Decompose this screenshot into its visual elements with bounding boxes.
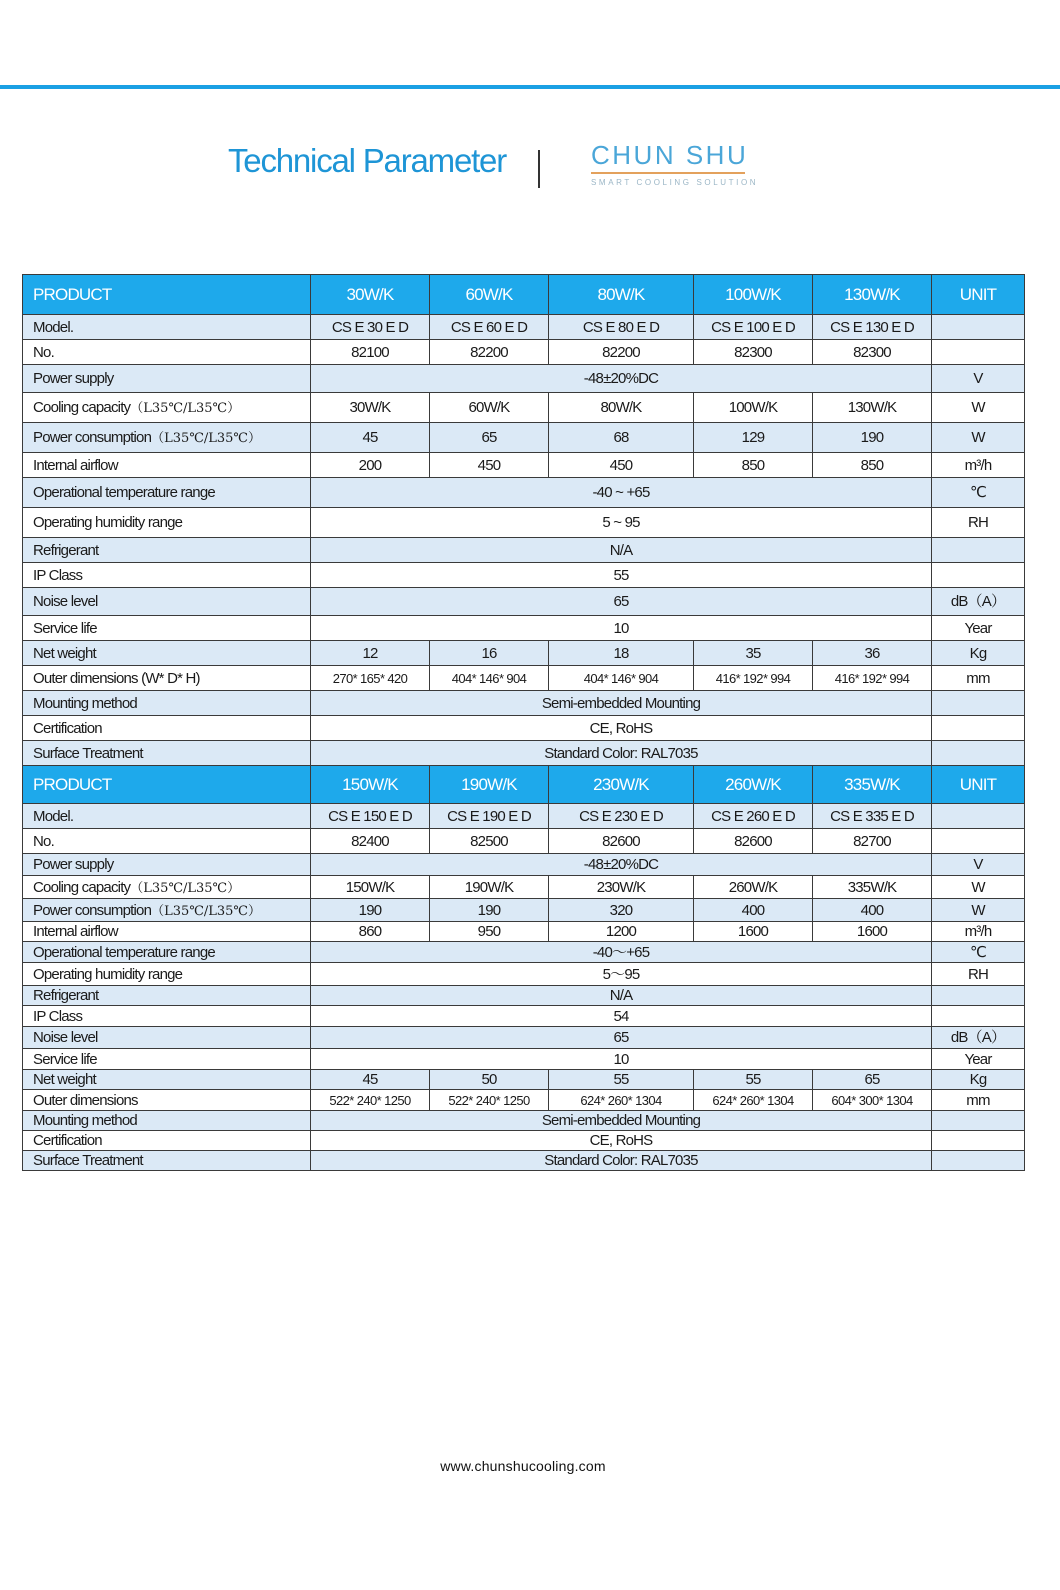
value-cell-merged: 5 ~ 95 — [311, 508, 932, 538]
unit-cell: V — [932, 854, 1025, 876]
row-label-text: Power consumption — [33, 901, 152, 919]
value-cell: 82600 — [694, 829, 813, 854]
ip-class-row — [23, 1006, 1025, 1027]
row-label-text: Outer dimensions (W* D* H) — [33, 669, 200, 687]
value-cell-merged: 10 — [311, 1049, 932, 1070]
value-cell: 604* 300* 1304 — [813, 1090, 932, 1111]
outer-dimensions-row — [23, 666, 1025, 691]
certification-row — [23, 1131, 1025, 1151]
value-cell: 82600 — [549, 829, 694, 854]
row-label — [23, 1151, 311, 1171]
unit-cell: Kg — [932, 641, 1025, 666]
unit-cell — [932, 538, 1025, 563]
capacity-header-cell: 190W/K — [430, 766, 549, 804]
unit-cell: dB（A） — [932, 1027, 1025, 1049]
net-weight-row — [23, 1070, 1025, 1090]
unit-cell: W — [932, 899, 1025, 922]
number-row — [23, 340, 1025, 365]
value-cell: 55 — [549, 1070, 694, 1090]
value-cell: 190 — [430, 899, 549, 922]
row-label — [23, 741, 311, 766]
row-label — [23, 716, 311, 741]
product-header-cell: PRODUCT — [23, 275, 311, 315]
value-cell: 320 — [549, 899, 694, 922]
row-label — [23, 340, 311, 365]
unit-cell: RH — [932, 963, 1025, 986]
row-label-condition: （L35℃/L35℃） — [151, 431, 261, 446]
value-cell-merged: CE, RoHS — [311, 716, 932, 741]
surface-treatment-row — [23, 1151, 1025, 1171]
value-cell: 190W/K — [430, 876, 549, 899]
row-label-text: Refrigerant — [33, 541, 99, 559]
value-cell: 55 — [694, 1070, 813, 1090]
operational-temperature-row — [23, 478, 1025, 508]
value-cell: 1200 — [549, 922, 694, 942]
certification-row — [23, 716, 1025, 741]
value-cell: CS E 260 E D — [694, 804, 813, 829]
capacity-header-cell: 260W/K — [694, 766, 813, 804]
value-cell-merged: -40 ~ +65 — [311, 478, 932, 508]
row-label-condition: （L35℃/L35℃） — [130, 401, 241, 416]
brand-tagline: SMART COOLING SOLUTION — [591, 178, 759, 187]
capacity-header-cell: 150W/K — [311, 766, 430, 804]
unit-cell — [932, 829, 1025, 854]
value-cell-merged: 5～95 — [311, 963, 932, 986]
unit-cell: Kg — [932, 1070, 1025, 1090]
value-cell: 850 — [813, 453, 932, 478]
value-cell: 450 — [430, 453, 549, 478]
footer-url: www.chunshucooling.com — [440, 1458, 606, 1474]
value-cell: CS E 100 E D — [694, 315, 813, 340]
power-supply-row — [23, 365, 1025, 393]
value-cell: 82100 — [311, 340, 430, 365]
row-label — [23, 922, 311, 942]
value-cell: 35 — [694, 641, 813, 666]
model-row — [23, 315, 1025, 340]
row-label-text: Operating humidity range — [33, 965, 183, 983]
value-cell-merged: CE, RoHS — [311, 1131, 932, 1151]
row-label-text: Model. — [33, 807, 74, 825]
row-label-text: Internal airflow — [33, 923, 118, 940]
product-header-row — [23, 766, 1025, 804]
row-label-text: IP Class — [33, 566, 83, 584]
value-cell: 624* 260* 1304 — [694, 1090, 813, 1111]
value-cell-merged: -48±20%DC — [311, 365, 932, 393]
value-cell: CS E 60 E D — [430, 315, 549, 340]
row-label-text: Model. — [33, 318, 74, 336]
unit-cell: mm — [932, 1090, 1025, 1111]
row-label-text: Net weight — [33, 644, 96, 662]
value-cell: 65 — [430, 423, 549, 453]
value-cell-merged: Standard Color: RAL7035 — [311, 741, 932, 766]
cooling-capacity-row — [23, 393, 1025, 423]
row-label-text: Power supply — [33, 370, 114, 387]
row-label — [23, 365, 311, 393]
capacity-header-cell: 335W/K — [813, 766, 932, 804]
row-label — [23, 942, 311, 963]
row-label-text: Internal airflow — [33, 456, 118, 474]
value-cell-merged: Semi-embedded Mounting — [311, 691, 932, 716]
value-cell-merged: Semi-embedded Mounting — [311, 1111, 932, 1131]
value-cell: 100W/K — [694, 393, 813, 423]
value-cell: 65 — [813, 1070, 932, 1090]
net-weight-row — [23, 641, 1025, 666]
unit-cell — [932, 563, 1025, 588]
value-cell-merged: 10 — [311, 616, 932, 641]
value-cell: 850 — [694, 453, 813, 478]
row-label-text: Power supply — [33, 856, 114, 873]
capacity-header-cell: 230W/K — [549, 766, 694, 804]
value-cell-merged: 55 — [311, 563, 932, 588]
value-cell: 82400 — [311, 829, 430, 854]
value-cell: 82700 — [813, 829, 932, 854]
value-cell: 16 — [430, 641, 549, 666]
row-label-text: Surface Treatment — [33, 1152, 143, 1169]
row-label-text: Outer dimensions — [33, 1091, 138, 1109]
row-label — [23, 453, 311, 478]
power-supply-row — [23, 854, 1025, 876]
outer-dimensions-row — [23, 1090, 1025, 1111]
capacity-header-cell: 30W/K — [311, 275, 430, 315]
row-label — [23, 315, 311, 340]
mounting-method-row — [23, 691, 1025, 716]
product-header-cell: PRODUCT — [23, 766, 311, 804]
row-label — [23, 1090, 311, 1111]
unit-cell: m³/h — [932, 453, 1025, 478]
ip-class-row — [23, 563, 1025, 588]
unit-cell: mm — [932, 666, 1025, 691]
row-label-text: Mounting method — [33, 1112, 137, 1129]
row-label-text: No. — [33, 832, 54, 850]
value-cell: 860 — [311, 922, 430, 942]
noise-level-row — [23, 588, 1025, 616]
unit-cell — [932, 804, 1025, 829]
unit-cell — [932, 340, 1025, 365]
unit-cell — [932, 741, 1025, 766]
unit-cell — [932, 691, 1025, 716]
value-cell: 82300 — [694, 340, 813, 365]
value-cell: 30W/K — [311, 393, 430, 423]
value-cell: 150W/K — [311, 876, 430, 899]
value-cell: 45 — [311, 423, 430, 453]
service-life-row — [23, 1049, 1025, 1070]
capacity-header-cell: 80W/K — [549, 275, 694, 315]
noise-level-row — [23, 1027, 1025, 1049]
row-label — [23, 423, 311, 453]
value-cell: 190 — [813, 423, 932, 453]
row-label — [23, 563, 311, 588]
row-label — [23, 1027, 311, 1049]
operating-humidity-row — [23, 508, 1025, 538]
row-label — [23, 854, 311, 876]
capacity-header-cell: 60W/K — [430, 275, 549, 315]
row-label — [23, 1049, 311, 1070]
number-row — [23, 829, 1025, 854]
page-title: Technical Parameter — [228, 142, 507, 179]
value-cell: CS E 335 E D — [813, 804, 932, 829]
operational-temperature-row — [23, 942, 1025, 963]
row-label-text: IP Class — [33, 1007, 83, 1025]
row-label — [23, 508, 311, 538]
value-cell: 404* 146* 904 — [430, 666, 549, 691]
service-life-row — [23, 616, 1025, 641]
value-cell-merged: -48±20%DC — [311, 854, 932, 876]
row-label — [23, 478, 311, 508]
row-label — [23, 691, 311, 716]
spec-table — [22, 274, 1025, 1171]
power-consumption-row — [23, 899, 1025, 922]
value-cell: 260W/K — [694, 876, 813, 899]
value-cell-merged: N/A — [311, 538, 932, 563]
row-label — [23, 804, 311, 829]
value-cell: CS E 30 E D — [311, 315, 430, 340]
unit-cell — [932, 315, 1025, 340]
row-label — [23, 538, 311, 563]
capacity-header-cell: 130W/K — [813, 275, 932, 315]
row-label — [23, 616, 311, 641]
row-label-text: Certification — [33, 1132, 102, 1149]
row-label-text: No. — [33, 343, 54, 361]
value-cell: 68 — [549, 423, 694, 453]
row-label-text: Operational temperature range — [33, 943, 215, 961]
value-cell: CS E 150 E D — [311, 804, 430, 829]
unit-cell: Year — [932, 616, 1025, 641]
refrigerant-row — [23, 986, 1025, 1006]
value-cell: 400 — [813, 899, 932, 922]
unit-cell: ℃ — [932, 942, 1025, 963]
value-cell: 45 — [311, 1070, 430, 1090]
unit-cell — [932, 1006, 1025, 1027]
row-label-text: Surface Treatment — [33, 744, 143, 762]
value-cell: 18 — [549, 641, 694, 666]
value-cell-merged: 65 — [311, 1027, 932, 1049]
value-cell: 60W/K — [430, 393, 549, 423]
value-cell: 130W/K — [813, 393, 932, 423]
value-cell-merged: Standard Color: RAL7035 — [311, 1151, 932, 1171]
unit-cell: RH — [932, 508, 1025, 538]
row-label — [23, 963, 311, 986]
unit-cell: W — [932, 423, 1025, 453]
unit-cell — [932, 1131, 1025, 1151]
row-label — [23, 393, 311, 423]
cooling-capacity-row — [23, 876, 1025, 899]
value-cell: 335W/K — [813, 876, 932, 899]
row-label-text: Power consumption — [33, 429, 152, 446]
row-label-text: Noise level — [33, 593, 98, 610]
model-row — [23, 804, 1025, 829]
row-label-condition: （L35℃/L35℃） — [151, 903, 261, 919]
row-label — [23, 876, 311, 899]
row-label-text: Noise level — [33, 1029, 98, 1046]
value-cell: 36 — [813, 641, 932, 666]
row-label-text: Service life — [33, 1050, 97, 1068]
row-label — [23, 1131, 311, 1151]
row-label-text: Mounting method — [33, 694, 137, 712]
title-separator — [538, 150, 540, 188]
unit-header-cell: UNIT — [932, 766, 1025, 804]
row-label-text: Operating humidity range — [33, 514, 183, 531]
value-cell: 950 — [430, 922, 549, 942]
row-label — [23, 666, 311, 691]
operating-humidity-row — [23, 963, 1025, 986]
row-label-text: Net weight — [33, 1071, 96, 1088]
value-cell: 12 — [311, 641, 430, 666]
value-cell-merged: -40～+65 — [311, 942, 932, 963]
value-cell: 416* 192* 994 — [813, 666, 932, 691]
top-accent-rule — [0, 85, 1060, 89]
value-cell: 624* 260* 1304 — [549, 1090, 694, 1111]
row-label — [23, 899, 311, 922]
value-cell: 200 — [311, 453, 430, 478]
unit-cell: ℃ — [932, 478, 1025, 508]
row-label — [23, 588, 311, 616]
unit-cell — [932, 986, 1025, 1006]
value-cell: 82300 — [813, 340, 932, 365]
brand-underline — [591, 172, 745, 174]
value-cell: 129 — [694, 423, 813, 453]
internal-airflow-row — [23, 922, 1025, 942]
unit-cell — [932, 1111, 1025, 1131]
value-cell: 230W/K — [549, 876, 694, 899]
unit-cell: Year — [932, 1049, 1025, 1070]
value-cell: 400 — [694, 899, 813, 922]
brand-name: CHUN SHU — [591, 140, 749, 170]
value-cell-merged: N/A — [311, 986, 932, 1006]
row-label — [23, 1006, 311, 1027]
value-cell: CS E 80 E D — [549, 315, 694, 340]
value-cell: 80W/K — [549, 393, 694, 423]
row-label-condition: （L35℃/L35℃） — [130, 880, 241, 896]
value-cell: 82500 — [430, 829, 549, 854]
unit-cell: m³/h — [932, 922, 1025, 942]
value-cell: 522* 240* 1250 — [430, 1090, 549, 1111]
unit-cell: dB（A） — [932, 588, 1025, 616]
internal-airflow-row — [23, 453, 1025, 478]
row-label-text: Refrigerant — [33, 987, 99, 1004]
value-cell: CS E 230 E D — [549, 804, 694, 829]
value-cell: 1600 — [813, 922, 932, 942]
value-cell: CS E 130 E D — [813, 315, 932, 340]
row-label-text: Cooling capacity — [33, 399, 131, 416]
row-label — [23, 986, 311, 1006]
row-label-text: Service life — [33, 619, 97, 637]
value-cell: 270* 165* 420 — [311, 666, 430, 691]
surface-treatment-row — [23, 741, 1025, 766]
row-label — [23, 1111, 311, 1131]
refrigerant-row — [23, 538, 1025, 563]
value-cell-merged: 65 — [311, 588, 932, 616]
row-label-text: Certification — [33, 719, 102, 737]
unit-cell — [932, 1151, 1025, 1171]
unit-cell — [932, 716, 1025, 741]
row-label — [23, 641, 311, 666]
value-cell-merged: 54 — [311, 1006, 932, 1027]
value-cell: 450 — [549, 453, 694, 478]
value-cell: 82200 — [430, 340, 549, 365]
value-cell: 416* 192* 994 — [694, 666, 813, 691]
row-label — [23, 829, 311, 854]
row-label-text: Cooling capacity — [33, 878, 131, 896]
value-cell: CS E 190 E D — [430, 804, 549, 829]
value-cell: 190 — [311, 899, 430, 922]
power-consumption-row — [23, 423, 1025, 453]
unit-cell: W — [932, 876, 1025, 899]
mounting-method-row — [23, 1111, 1025, 1131]
value-cell: 50 — [430, 1070, 549, 1090]
unit-cell: W — [932, 393, 1025, 423]
value-cell: 404* 146* 904 — [549, 666, 694, 691]
row-label — [23, 1070, 311, 1090]
value-cell: 1600 — [694, 922, 813, 942]
unit-cell: V — [932, 365, 1025, 393]
unit-header-cell: UNIT — [932, 275, 1025, 315]
row-label-text: Operational temperature range — [33, 484, 215, 501]
brand-logo — [591, 140, 758, 187]
capacity-header-cell: 100W/K — [694, 275, 813, 315]
product-header-row — [23, 275, 1025, 315]
value-cell: 522* 240* 1250 — [311, 1090, 430, 1111]
value-cell: 82200 — [549, 340, 694, 365]
